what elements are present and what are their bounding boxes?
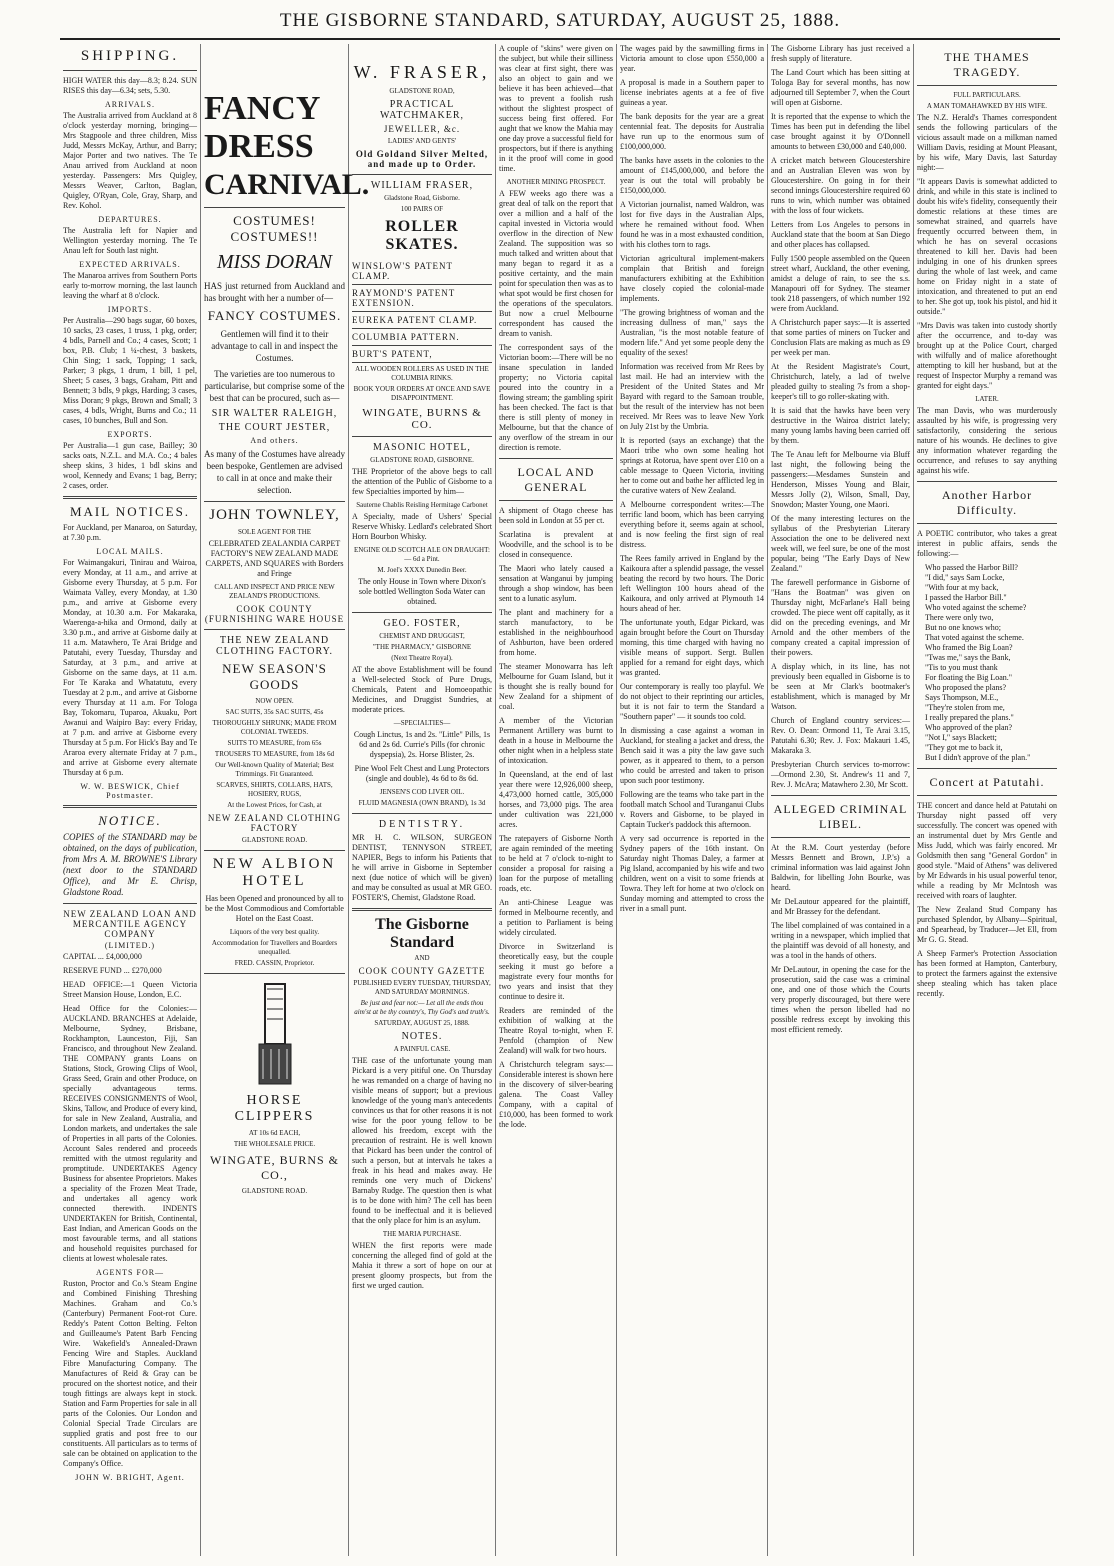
news-item: It is reported that the expense to which the Times has been put in defending the libel case brought against it by O'Donnell amounts to between £30,000 and £40,000. xyxy=(771,112,910,151)
watchmaker: PRACTICAL WATCHMAKER, xyxy=(379,99,465,121)
divider xyxy=(204,973,345,974)
rollers-text: ALL WOODEN ROLLERS AS USED IN THE COLUMBIA RINKS. xyxy=(355,365,489,382)
patent-winslow: WINSLOW'S PATENT CLAMP. xyxy=(352,258,492,285)
article-paragraph: A FEW weeks ago there was a great deal of talk on the report that over a million and a half of the capital invested in Victoria would overflow in the direction of New Zealand. The supposition was so much talked and written about that many began to regard it as a positive certainty, and the main point for speculation then was as to what spot would be first chosen for the operations of the speculators. But now a cruel Melbourne correspondent has caused the dream to vanish. xyxy=(499,189,613,338)
divider xyxy=(204,629,345,630)
divider xyxy=(917,795,1057,796)
issue-date: SATURDAY, AUGUST 25, 1888. xyxy=(374,1019,470,1027)
imports-heading: IMPORTS. xyxy=(107,305,153,314)
suits-measure: SUITS TO MEASURE, from 65s xyxy=(227,739,322,747)
agent-signature: JOHN W. BRIGHT, Agent. xyxy=(75,1473,185,1482)
news-item: The ratepayers of Gisborne North are again reminded of the meeting to be held at 7 o'clock to-night to consider a proposal for raising a loan for the purpose of metalling roads, etc. xyxy=(499,834,613,893)
poem-line: Who passed the Harbor Bill? xyxy=(925,563,1018,572)
news-item: Church of England country services:—Rev. O. Dean: Ormond 11, Te Arai 3.15, Patutahi 6.30; Rev. J. Fox: Makauri 1.45, Makaraka 3. xyxy=(771,716,910,755)
and: AND xyxy=(414,954,430,962)
later-heading: LATER. xyxy=(975,395,999,403)
departures-heading: DEPARTURES. xyxy=(98,215,162,224)
poem-line: Who proposed the plans? xyxy=(925,683,1007,692)
wingate-burns: WINGATE, BURNS & CO. xyxy=(362,407,482,431)
article-paragraph: A couple of "skins" were given on the subject, but while their silliness was clear at first sight, there was also an object to gain and we believe it has been achieved—that was to prevent a foolish rush without the slightest prospect of success being first offered. For aught that we know the Mahia may one day prove a successful field for prospectors, but if there is anything in it the proof will come in good time. xyxy=(499,44,613,173)
news-item: Our contemporary is really too playful. We do not object to their reprinting our articles, but it is not fair to term the Standard a "Southern paper" — it sounds too cold. xyxy=(620,682,764,721)
divider xyxy=(352,436,492,437)
news-item: Fully 1500 people assembled on the Queen street wharf, Auckland, the other evening, amidst a deluge of rain, to see the s.s. Manapouri off for Sydney. The steamer took 218 passengers, of which number 192 were from Auckland. xyxy=(771,254,910,313)
column-5 xyxy=(617,44,767,1556)
news-item: Letters from Los Angeles to persons in Auckland state that the boom at San Diego and other places has collapsed. xyxy=(771,220,910,249)
xxxx-beer: M. Joel's XXXX Dunedin Beer. xyxy=(377,566,467,574)
column-2 xyxy=(201,44,370,1556)
dentistry-heading: DENTISTRY. xyxy=(378,819,466,830)
maria-body: WHEN the first reports were made concerning the alleged find of gold at the Mahia it threw a sort of hope on our at present gloomy prospects, but from the first we urged caution. xyxy=(352,1241,492,1290)
roller-skates: ROLLER SKATES. xyxy=(385,218,459,253)
harbor-poem xyxy=(917,563,1057,763)
patent-burt: BURT'S PATENT, xyxy=(352,346,492,363)
albion-body: Has been Opened and pronounced by all to be the Most Commodious and Comfortable Hotel on the East Coast. xyxy=(205,894,344,923)
news-item: The New Zealand Stud Company has purchased Splendor, by Albany—Spiritual, and Spearhead, by Traducer—Jet Ell, from Mr G. G. Stead. xyxy=(917,905,1057,944)
arrivals-text: The Australia arrived from Auckland at 8 o'clock yesterday morning, bringing—Mrs Stagpoole and three children, Miss Judd, Messrs McKay, Arthur, and Barry; Major Porter and two natives. The Te Anau arrived from Auckland at noon yesterday. Passengers: Mrs Quigley, Messrs Weaver, Carlton, Baglan, Quigley, O'Ryan, Cole, Gray, Sharp, and Rev. Kohol. xyxy=(63,111,197,210)
agents-text: Ruston, Proctor and Co.'s Steam Engine and Combined Finishing Threshing Machines. Graham and Co.'s (Canterbury) Permanent Foot-rot Cure. Reddy's Patent Cotton Belting. Felton and Guilleaume's Patent Barb Fencing Wire. Wakefield's Annealed-Drawn Fencing Wire and Staples. Auckland Fibre Manufacturing Company. The Manufactures of Reid & Gray can be procured on the shortest notice, and their tough fittings are always kept in stock. Station and Farm Properties for sale in all parts of the Colonies. Our London and Colonial Special Trade Circulars are supplied gratis and post free to our constituents. All particulars as to terms of sale can be obtained on application to the Company's Office. xyxy=(63,1279,197,1468)
divider xyxy=(499,500,613,501)
carnival-title: CARNIVAL. xyxy=(204,168,370,201)
divider xyxy=(917,85,1057,86)
nzloan-sub: (LIMITED.) xyxy=(104,941,156,950)
poem-line: There were only two, xyxy=(925,613,994,622)
imports-text: Per Australia—290 bags sugar, 60 boxes, 10 sacks, 23 cases, 1 truss, 1 pkg, order; 4 bdls, Parnell and Co.; 4 cases, Scott; 1 box, P.B. Club; 1 ¼-chest, 3 baskets, Chin Sing; 1 sack, Topping; 1 sack, Parker; 3 pkgs, 1 drum, 1 bill, 1 pel, Sheet; 5 cases, 3 bags, Graham, Pitt and Bennett; 3 bdls, 9 pkgs, Harding; 3 cases, Miss Doran; 9 pkgs, Brown and Small; 3 cases, 4 bdls, Wright, Burns and Co.; 11 cases, 10 bunches, Bull and Son. xyxy=(63,316,197,425)
news-item: The farewell performance in Gisborne of "Hans the Boatman" was given on Thursday night, McFarlane's Hall being crowded. The piece went off capitally, as it did on the preceding evenings, and Mr Arnold and the other members of the company created a capital impression of their powers. xyxy=(771,578,910,657)
and-others: And others. xyxy=(250,436,299,445)
thoroughly-shrunk: THOROUGHLY SHRUNK; MADE FROM COLONIAL TWEEDS. xyxy=(212,719,337,736)
news-item: The Te Anau left for Melbourne via Bluff last night, the following being the passengers:—Mesdames Sunstein and Henderson, Misses Young and Blair, Messrs Jolly (2), Wilson, Small, Day, Snowdon; Master Young, one Maori. xyxy=(771,450,910,509)
foster-body: AT the above Establishment will be found a Well-selected Stock of Pure Drugs, Chemicals, Patent and Homoeopathic Medicines, and Druggist Sundries, at moderate prices. xyxy=(352,665,492,714)
divider xyxy=(917,768,1057,769)
book-orders: BOOK YOUR ORDERS AT ONCE AND SAVE DISAPPOINTMENT. xyxy=(353,385,491,402)
poem-line: For floating the Big Loan." xyxy=(925,673,1013,682)
news-item: Victorian agricultural implement-makers complain that British and foreign manufacturers exhibiting at the Exhibition have closely copied the colonial-made implements. xyxy=(620,254,764,303)
news-item: The Maori who lately caused a sensation at Wanganui by jumping through a shop window, has been sent to a lunatic asylum. xyxy=(499,564,613,603)
notice-heading: NOTICE. xyxy=(98,813,162,828)
divider xyxy=(63,903,197,904)
thames-paragraph: The N.Z. Herald's Thames correspondent sends the following particulars of the vicious assault made on a milkman named William Davis, residing at Mount Pleasant, by his wife, Mary Davis, last Saturday night:— xyxy=(917,113,1057,172)
exports-heading: EXPORTS. xyxy=(107,430,153,439)
news-item: The Land Court which has been sitting at Tologa Bay for several months, has now adjourned till September 7, when the Court will open at Gisborne. xyxy=(771,68,910,107)
pairs-of: 100 PAIRS OF xyxy=(400,205,444,213)
news-item: A Victorian journalist, named Waldron, was lost for five days in the Australian Alps, where he remained without food. When found he was in a most exhausted condition, with his clothes torn to rags. xyxy=(620,200,764,249)
agents-heading: AGENTS FOR— xyxy=(95,1268,165,1277)
news-item: A Sheep Farmer's Protection Association has been formed at Hampton, Canterbury, to protect the farmers against the extensive sheep stealing which has taken place recently. xyxy=(917,949,1057,998)
townley-sub: SOLE AGENT FOR THE xyxy=(237,528,312,536)
divider xyxy=(204,207,345,208)
patent-eureka: EUREKA PATENT CLAMP. xyxy=(352,312,492,329)
news-item: A Melbourne correspondent writes:—The terrific land boom, which has been carrying everything before it, seems again at school, and is now feeling the first sign of real distress. xyxy=(620,500,764,549)
news-item: The plant and machinery for a starch manufactory, to be established in the neighbourhood of Ashburton, have been ordered from home. xyxy=(499,608,613,657)
new-season: NEW SEASON'S GOODS xyxy=(222,661,327,692)
news-item: It is said that the hawks have been very destructive in the Wairoa district lately; many young lambs having been carried off by them. xyxy=(771,406,910,445)
shipping-heading: SHIPPING. xyxy=(80,48,180,64)
wines-list: Sauterne Chablis Reisling Hermitage Carbonet xyxy=(356,501,488,509)
nz-factory: NEW ZEALAND CLOTHING FACTORY xyxy=(207,813,342,833)
news-item: A very sad occurrence is reported in the Sydney papers of the 16th instant. On Saturday night Thomas Daley, a farmer at Pig Island, accompanied by his wife and two children, went on a visit to some friends at Towra. They left for home at two o'clock on Sunday morning and attempted to cross the river in a small punt. xyxy=(620,834,764,913)
full-particulars: FULL PARTICULARS. xyxy=(953,91,1021,99)
divider xyxy=(63,70,197,71)
liquors: Liquors of the very best quality. xyxy=(229,928,320,936)
dentist-text: MR H. C. WILSON, SURGEON DENTIST, TENNYSON STREET, NAPIER, Begs to inform his Patients that he will arrive in Gisborne in September next (due notice of which will be given) and may be consulted as usual at MR GEO. FOSTER'S, Chemist, Gladstone Road. xyxy=(352,833,492,902)
fraser-road: GLADSTONE ROAD, xyxy=(389,87,455,95)
gladstone-road: GLADSTONE ROAD. xyxy=(241,836,308,844)
news-item: A cricket match between Gloucestershire and an Australian Eleven was won by Gloucestershire. On going in for their second innings Gloucestershire required 60 runs to win, which number was obtained with the loss of four wickets. xyxy=(771,156,910,215)
libel-paragraph: The libel complained of was contained in a writing in a newspaper, which implied that the plaintiff was devoid of all honesty, and was a tool in the hands of others. xyxy=(771,921,910,960)
doran-body: HAS just returned from Auckland and has brought with her a number of— xyxy=(204,281,345,303)
chemist: CHEMIST AND DRUGGIST, xyxy=(379,632,465,640)
masthead-title: THE GISBORNE STANDARD, SATURDAY, AUGUST 25, 1888. xyxy=(279,10,841,31)
concert-heading: Concert at Patutahi. xyxy=(929,775,1045,789)
news-item: Of the many interesting lectures on the syllabus of the Presbyterian Literary Association the one to be delivered next week will, we feel sure, be one of the most popular, being "The Early Days of New Zealand." xyxy=(771,514,910,573)
alleged-libel-heading: ALLEGED CRIMINAL LIBEL. xyxy=(773,802,908,831)
news-item: In dismissing a case against a woman in Auckland, for stealing a jacket and dress, the Bench said it was a pity the law gave such power, as it appeared to them, to a person who could be arrested and taken to prison upon such poor testimony. xyxy=(620,726,764,785)
poem-line: "With four at my back, xyxy=(925,583,999,592)
townley-name: JOHN TOWNLEY, xyxy=(209,507,340,523)
divider xyxy=(204,501,345,502)
nzloan-body: Head Office for the Colonies:—AUCKLAND. BRANCHES at Adelaide, Melbourne, Sydney, Brisbane, Rockhampton, Launceston, Fiji, San Francisco, and throughout New Zealand. THE COMPANY grants Loans on Stations, Stock, Growing Clips of Wool, Grass Seed, Grain and other Produce, on specially advantageous terms. RECEIVES CONSIGNMENTS of Wool, Skins, Tallow, and Produce of every kind, for sale in New Zealand, Australia, and London markets, and undertakes the sale of Properties in all parts of the Colonies. Account Sales rendered and proceeds remitted with the utmost regularity and promptitude. UNDERTAKES Agency Business for absentee Proprietors. Makes a speciality of the Frozen Meat Trade, and undertakes all agency work connected therewith. INDENTS UNDERTAKEN for British, Continental, East Indian, and American Goods on the most favourable terms, and all stations and household requisites purchased for clients at lowest wholesale rates. xyxy=(63,1004,197,1263)
poem-line: "They're stolen from me, xyxy=(925,703,1005,712)
horse-clippers: HORSE CLIPPERS xyxy=(234,1093,315,1124)
divider xyxy=(499,458,613,459)
poem-line: "I did," says Sam Locke, xyxy=(925,573,1005,582)
news-item: In Queensland, at the end of last year there were 12,926,000 sheep, 4,473,000 horned cattle, 305,000 horses, and 73,000 pigs. The area under cultivation was 221,000 acres. xyxy=(499,770,613,829)
local-general-heading: LOCAL AND GENERAL xyxy=(517,465,595,494)
townley-body: CELEBRATED ZEALANDIA CARPET FACTORY'S NEW ZEALAND MADE CARPETS, AND SQUARES with Borders and Fringe xyxy=(205,539,344,578)
pharmacy-sub: (Next Theatre Royal). xyxy=(391,654,453,662)
engine-ale: ENGINE OLD SCOTCH ALE ON DRAUGHT:— 6d a Pint. xyxy=(354,546,490,563)
reserve-fund: RESERVE FUND ... £270,000 xyxy=(63,966,162,975)
divider xyxy=(352,612,492,613)
booked-text: As many of the Costumes have already been bespoke, Gentlemen are advised to call in at once and make their selection. xyxy=(204,449,345,495)
specialties-heading: —SPECIALTIES— xyxy=(393,719,451,727)
news-item: A member of the Victorian Permanent Artillery was burnt to death in a house in Melbourne the other night when in a helpless state of intoxication. xyxy=(499,716,613,765)
news-item: Presbyterian Church services to-morrow:—Ormond 2.30, St. Andrew's 11 and 7, Rev. J. McAra; Matawhero 2.30, Mr Scott. xyxy=(771,760,910,789)
news-item: The steamer Monowarra has left Melbourne for Guam Island, but it is thought she is really bound for New Zealand for a shipment of coal. xyxy=(499,662,613,711)
divider xyxy=(352,908,492,911)
divider xyxy=(352,174,492,175)
news-item: The unfortunate youth, Edgar Pickard, was again brought before the Court on Thursday morning, this time charged with having no visible means of support. Sergt. Bullen applied for a remand for eight days, which was granted. xyxy=(620,618,764,677)
column-7 xyxy=(914,44,1060,1556)
raleigh: SIR WALTER RALEIGH, xyxy=(211,408,338,419)
masonic-hotel: MASONIC HOTEL, xyxy=(373,442,471,453)
mail-intro: For Auckland, per Manaroa, on Saturday, at 7.30 p.m. xyxy=(63,523,197,542)
news-item: The Gisborne Library has just received a fresh supply of literature. xyxy=(771,44,910,63)
standard-nameplate: The Gisborne Standard xyxy=(375,916,469,951)
gold-melted: Old Goldand Silver Melted, and made up to Order. xyxy=(355,149,489,169)
news-item: The bank deposits for the year are a great centennial feat. The deposits for Australia have run up to the enormous sum of £100,000,000. xyxy=(620,112,764,151)
harbor-intro: A POETIC contributor, who takes a great interest in public affairs, sends the following:— xyxy=(917,529,1057,558)
mining-heading: ANOTHER MINING PROSPECT. xyxy=(506,178,606,186)
gentlemen-text: Gentlemen will find it to their advantage to call in and inspect the Costumes. xyxy=(211,329,338,363)
head-office: HEAD OFFICE:—1 Queen Victoria Street Mansion House, London, E.C. xyxy=(63,980,197,999)
masonic-body: THE Proprietor of the above begs to call the attention of the Public of Gisborne to a few Specialties imported by him— xyxy=(352,467,492,496)
news-item: Following are the teams who take part in the football match School and Turanganui Clubs v. Rovers and Gisborne, to be played in Captain Tucker's paddock this afternoon. xyxy=(620,790,764,829)
published: PUBLISHED EVERY TUESDAY, THURSDAY, AND SATURDAY MORNINGS. xyxy=(353,979,491,996)
exports-text: Per Australia—1 gun case, Bailley; 30 sacks oats, N.Z.L. and M.A. Co.; 4 bales sheep skins, 3 hides, 1 bdl skins and wool, Kennedy and Evans; 1 bag, Berry; 2 cases, order. xyxy=(63,441,197,490)
foster-name: GEO. FOSTER, xyxy=(383,618,461,629)
postmaster-signature: W. W. BESWICK, Chief Postmaster. xyxy=(80,782,180,800)
horse-clipper-illustration xyxy=(245,979,305,1089)
mail-heading: MAIL NOTICES. xyxy=(69,504,191,519)
libel-paragraph: Mr DeLautour, in opening the case for the prosecution, said the case was a criminal one, and one of those which the Courts very properly discouraged, but there were times when the person libelled had no possible redress except by invoking this most efficient remedy. xyxy=(771,965,910,1034)
fluid-magnesia: FLUID MAGNESIA (OWN BRAND), 1s 3d xyxy=(358,799,486,807)
thames-paragraph: The man Davis, who was murderously assaulted by his wife, is progressing very satisfactorily, considering the serious nature of his wounds. He declines to give any information whatever regarding the occurrence, and refuses to say anything against his wife. xyxy=(917,406,1057,475)
specialties-list: Cough Linctus, 1s and 2s. "Little" Pills, 1s 6d and 2s 6d. Currie's Pills (for chronic dyspepsia), 2s. Horse Blister, 2s. xyxy=(353,730,491,759)
ladies-gents: LADIES' AND GENTS' xyxy=(387,137,457,145)
mails-text: For Waimangakuri, Tinirau and Wairoa, every Monday, at 11 a.m., and arrive at Gisborne every Thursday, at 5 p.m. For Waimata Valley, every Monday, at 1.30 p.m., and arrive at Gisborne every Monday, at 10.30 a.m. For Makaraka, Waerenga-a-hika and Ormond, daily at 3.30 p.m., and arrive at Gisborne daily at 11 a.m. Matawhero, Te Arai Bridge and Patutahi, every Tuesday, Thursday and Saturday, at 3 p.m., and arrive at Gisborne on the same days, at 11 a.m. For Te Karaka and Whatatutu, every Tuesday at 2 p.m., and arrive at Gisborne every Thursday at 11 a.m. For Tologa Bay, Tokomaru, Tuparoa, Akuaku, Port Awanui and Waipiro Bay: every Friday, at 7 p.m. and arrive at Gisborne every Thursday at 5 p.m. For Hick's Bay and Te Araroa every alternate Friday at 7 p.m., and arrive at Gisborne every alternate Thursday at 6 p.m. xyxy=(63,558,197,777)
jeweller: JEWELLER, &c. xyxy=(383,124,461,134)
harbor-heading: Another Harbor Difficulty. xyxy=(941,488,1033,517)
patent-columbia: COLUMBIA PATTERN. xyxy=(352,329,492,346)
divider xyxy=(771,837,910,838)
poem-line: That voted against the scheme. xyxy=(925,633,1024,642)
expected-heading: EXPECTED ARRIVALS. xyxy=(79,260,181,269)
poem-line: I passed the Harbor Bill." xyxy=(925,593,1007,602)
news-item: The Rees family arrived in England by the Kaikoura after a splendid passage, the vessel beating the record by two hours. The Doric left Wellington 100 hours ahead of the Kaikoura, and only arrived at Plymouth 14 hours ahead of her. xyxy=(620,554,764,613)
trousers-measure: TROUSERS TO MEASURE, from 18s 6d xyxy=(214,750,335,758)
libel-paragraph: Mr DeLautour appeared for the plaintiff, and Mr Brassey for the defendant. xyxy=(771,897,910,916)
fancy-title: FANCY xyxy=(204,90,321,127)
maria-heading: THE MARIA PURCHASE. xyxy=(382,1230,462,1238)
william-fraser: WILLIAM FRASER, xyxy=(370,180,474,191)
news-item: A display which, in its line, has not previously been equalled in Gisborne is to be seen at Mr Clark's bootmaker's establishment, which is managed by Mr Watson. xyxy=(771,662,910,711)
fancy-costumes: FANCY COSTUMES. xyxy=(207,308,342,323)
patent-raymond: RAYMOND'S PATENT EXTENSION. xyxy=(352,285,492,312)
poem-line: "Twas me," says the Bank, xyxy=(925,653,1011,662)
news-item: "The growing brightness of woman and the increasing dullness of man," says the Australian, "is the most notable feature of modern life." And yet some people deny the equality of the sexes! xyxy=(620,308,764,357)
court-jester: THE COURT JESTER, xyxy=(218,422,331,433)
divider xyxy=(352,813,492,814)
divider xyxy=(204,850,345,851)
arrivals-heading: ARRIVALS. xyxy=(105,100,155,109)
lowest-prices: At the Lowest Prices, for Cash, at xyxy=(227,801,322,809)
well-known: Our Well-known Quality of Material; Best Trimmings. Fit Guaranteed. xyxy=(215,761,334,778)
miss-doran: MISS DORAN xyxy=(217,251,332,273)
cook-county: COOK COUNTY (FURNISHING WARE HOUSE xyxy=(204,604,345,624)
expected-text: The Manaroa arrives from Southern Ports early to-morrow morning, the last launch leaving the wharf at 8 o'clock. xyxy=(63,271,197,300)
column-4 xyxy=(496,44,616,1556)
tides: HIGH WATER this day—8.3; 8.24. SUN RISES this day—6.34; sets, 5.30. xyxy=(63,76,197,95)
poem-line: Who voted against the scheme? xyxy=(925,603,1027,612)
nzloan-heading: NEW ZEALAND LOAN AND MERCANTILE AGENCY COMPANY xyxy=(63,909,197,939)
varieties-text: The varieties are too numerous to particularise, but comprise some of the best that can be procured, such as— xyxy=(204,369,345,403)
news-item: A shipment of Otago cheese has been sold in London at 55 per ct. xyxy=(499,506,613,525)
pharmacy: "THE PHARMACY," GISBORNE xyxy=(372,643,472,651)
notes-body: THE case of the unfortunate young man Pickard is a very pitiful one. On Thursday he was remanded on a charge of having no visible means of support; but a previous knowledge of the young man's antecedents convinces us that for other reasons it is not wise for the poor young fellow to be allowed his freedom, except with the precaution of restraint. He is well known that Pickard has been under the control of such a person, but at intervals he takes a freak in his head and makes away. He reminds one very much of Dickens' Barnaby Rudge. The question then is what is to be done with him? The cell has been found to be ineffectual and it is believed that the only place for him is an asylum. xyxy=(352,1056,492,1225)
townley-call: CALL AND INSPECT AND PRICE NEW ZEALAND'S PRODUCTIONS. xyxy=(214,583,335,600)
divider xyxy=(917,481,1057,482)
cook-county-gazette: COOK COUNTY GAZETTE xyxy=(358,966,486,976)
masonic-road: GLADSTONE ROAD, GISBORNE. xyxy=(370,456,474,464)
wingate-name: WINGATE, BURNS & CO., xyxy=(210,1153,339,1182)
libel-paragraph: At the R.M. Court yesterday (before Messrs Bennett and Brown, J.P.'s) a criminal information was laid against John Baldwin, for libelling John Bourke, was heard. xyxy=(771,843,910,892)
departures-text: The Australia left for Napier and Wellington yesterday morning. The Te Anau left for South last night. xyxy=(63,226,197,255)
scarves: SCARVES, SHIRTS, COLLARS, HATS, HOSIERY, RUGS, xyxy=(216,781,333,798)
divider xyxy=(63,805,197,808)
divider xyxy=(63,496,197,499)
news-item: Scarlatina is prevalent at Woodville, and the school is to be closed in consequence. xyxy=(499,530,613,559)
dress-title: DRESS xyxy=(204,128,314,165)
thames-paragraph: "Mrs Davis was taken into custody shortly after the occurrence, and to-day was brought up at the Police Court, charged with wilfully and of malice aforethought attempting to kill her husband, but at the request of Inspector Murphy a remand was granted for eight days." xyxy=(917,321,1057,390)
news-item: It is reported (says an exchange) that the Maori tribe who own some healing hot springs at Rotorua, have spent over £10 on a cable message to Queen Victoria, inviting her to come out and bathe her afflicted leg in the curative waters of New Zealand. xyxy=(620,436,764,495)
thames-paragraph: "It appears Davis is somewhat addicted to drink, and while in this state is inclined to doubt his wife's fidelity, consequently their domestic relations at these times are somewhat strained, and quarrels have frequently occurred between them, in which he has on several occasions threatened to kill her. Davis had been indulging in one of his drunken sprees during the whole of last week, and came home on Friday night in a state of intoxication, and threatened to put an end to her. She got up, took his pistol, and hid it outside." xyxy=(917,177,1057,316)
painful-case: A PAINFUL CASE. xyxy=(393,1045,451,1053)
column-3 xyxy=(349,44,495,1556)
poem-line: Who framed the Big Loan? xyxy=(925,643,1013,652)
only-house: The only House in Town where Dixon's sole bottled Wellington Soda Water can obtained. xyxy=(358,577,486,606)
news-item: At the Resident Magistrate's Court, Christchurch, lately, a lad of twelve pleaded guilty to stealing 7s from a shop-keeper's till to go roller-skating with. xyxy=(771,362,910,401)
accommodation: Accommodation for Travellers and Boarders unequalled. xyxy=(211,939,338,956)
article-paragraph: The correspondent says of the Victorian boom:—There will be no insane speculation in landed property; no Victoria capital poured into the country in a flowing stream; the gambling spirit has been checked. The fact is that there is still plenty of money in Melbourne, but that the chance of any overflow of the stream in our direction is remote. xyxy=(499,343,613,452)
news-item: The wages paid by the sawmilling firms in Victoria amount to close upon £550,000 a year. xyxy=(620,44,764,73)
notice-text: COPIES of the STANDARD may be obtained, on the days of publication, from Mrs A. M. BROWNE'S Library (next door to the STANDARD Office), and Mr E. Chrisp, Gladstone Road. xyxy=(63,832,197,897)
wingate-road: GLADSTONE ROAD. xyxy=(241,1187,308,1195)
notes-heading: NOTES. xyxy=(401,1031,443,1042)
news-item: Information was received from Mr Rees by last mail. He had an interview with the President of the United States and Mr Bayard with regard to the Samoan trouble, but the result of the interview has not been received. Mr Rees was to leave New York on July 21st by the Umbria. xyxy=(620,362,764,431)
cassin: FRED. CASSIN, Proprietor. xyxy=(234,959,315,967)
specialty-text: A Specialty, made of Ushers' Special Reserve Whisky. Ledlard's celebrated Short Horn Bourbon Whisky. xyxy=(352,512,492,541)
fraser-name: W. FRASER, xyxy=(353,62,491,82)
poem-line: But no one knows who; xyxy=(925,623,1001,632)
pine-wool: Pine Wool Felt Chest and Lung Protectors (single and double), 4s 6d to 8s 6d. xyxy=(354,764,490,783)
news-item: An anti-Chinese League was formed in Melbourne recently, and a petition to Parliament is being widely circulated. xyxy=(499,898,613,937)
column-6 xyxy=(768,44,913,1556)
poem-line: "They got me to back it, xyxy=(925,743,1003,752)
cod-liver: JENSEN'S COD LIVER OIL. xyxy=(379,788,465,796)
news-item: Readers are reminded of the exhibition of walking at the Theatre Royal to-night, when F. Penfold (champion of New Zealand) will walk for two hours. xyxy=(499,1006,613,1055)
column-1 xyxy=(60,44,200,1556)
local-mails-heading: LOCAL MAILS. xyxy=(96,547,164,556)
concert-paragraph: THE concert and dance held at Patutahi on Thursday night passed off very successfully. The concert was opened with an instrumental duet by Mrs Gentle and Miss Judd, which was fairly encored. Mr Goldsmith then sang "General Gordon" in good style. "Maid of Athens" was delivered by Mr Edwards in his usual powerful tenor, while a reading by Mr McIntosh was received with roars of laughter. xyxy=(917,801,1057,900)
masthead-rule xyxy=(60,38,1060,40)
horse-price: AT 10s 6d EACH, xyxy=(248,1129,301,1137)
capital: CAPITAL ... £4,000,000 xyxy=(63,952,142,961)
poem-line: Who approved of the plan? xyxy=(925,723,1013,732)
news-item: A Christchurch paper says:—It is asserted that some parties of miners on Tucker and Conclusion Flats are making as much as £9 per week per man. xyxy=(771,318,910,357)
poem-line: "Not I," says Blackett; xyxy=(925,733,997,742)
tomahawked: A MAN TOMAHAWKED BY HIS WIFE. xyxy=(926,102,1048,110)
poem-line: But I didn't approve of the plan." xyxy=(925,753,1031,762)
poem-line: "Tis to you must thank xyxy=(925,663,998,672)
divider xyxy=(917,523,1057,524)
nz-clothing: THE NEW ZEALAND CLOTHING FACTORY. xyxy=(215,635,333,657)
now-open: NOW OPEN. xyxy=(255,697,294,705)
sac-suits: SAC SUITS, 35s SAC SUITS, 45s xyxy=(225,708,324,716)
albion-hotel: NEW ALBION HOTEL xyxy=(212,856,337,889)
news-item: The banks have assets in the colonies to the amount of £145,000,000, and before the year is out the total will probably be £150,000,000. xyxy=(620,156,764,195)
divider xyxy=(771,795,910,796)
thames-heading: THE THAMES TRAGEDY. xyxy=(944,50,1030,79)
news-item: Divorce in Switzerland is theoretically easy, but the couple seeking it must go before a magistrate every four months for two years and insist that they continue to desire it. xyxy=(499,942,613,1001)
news-item: A proposal is made in a Southern paper to license inebriates agents at a fee of five guineas a year. xyxy=(620,78,764,107)
motto: Be just and fear not:— Let all the ends thou aim'st at be thy country's, Thy God's and truth's. xyxy=(354,999,490,1016)
william-road: Gladstone Road, Gisborne. xyxy=(384,194,460,202)
wholesale-price: THE WHOLESALE PRICE. xyxy=(233,1140,316,1148)
poem-line: Says Thompson, M.E., xyxy=(925,693,999,702)
poem-line: I really prepared the plans." xyxy=(925,713,1014,722)
news-item: A Christchurch telegram says:—Considerable interest is shown here in the discovery of silver-bearing galena. The Coast Valley Company, with a capital of £10,000, has been formed to work the lode. xyxy=(499,1060,613,1129)
costumes-heading: COSTUMES! COSTUMES!! xyxy=(230,213,319,244)
